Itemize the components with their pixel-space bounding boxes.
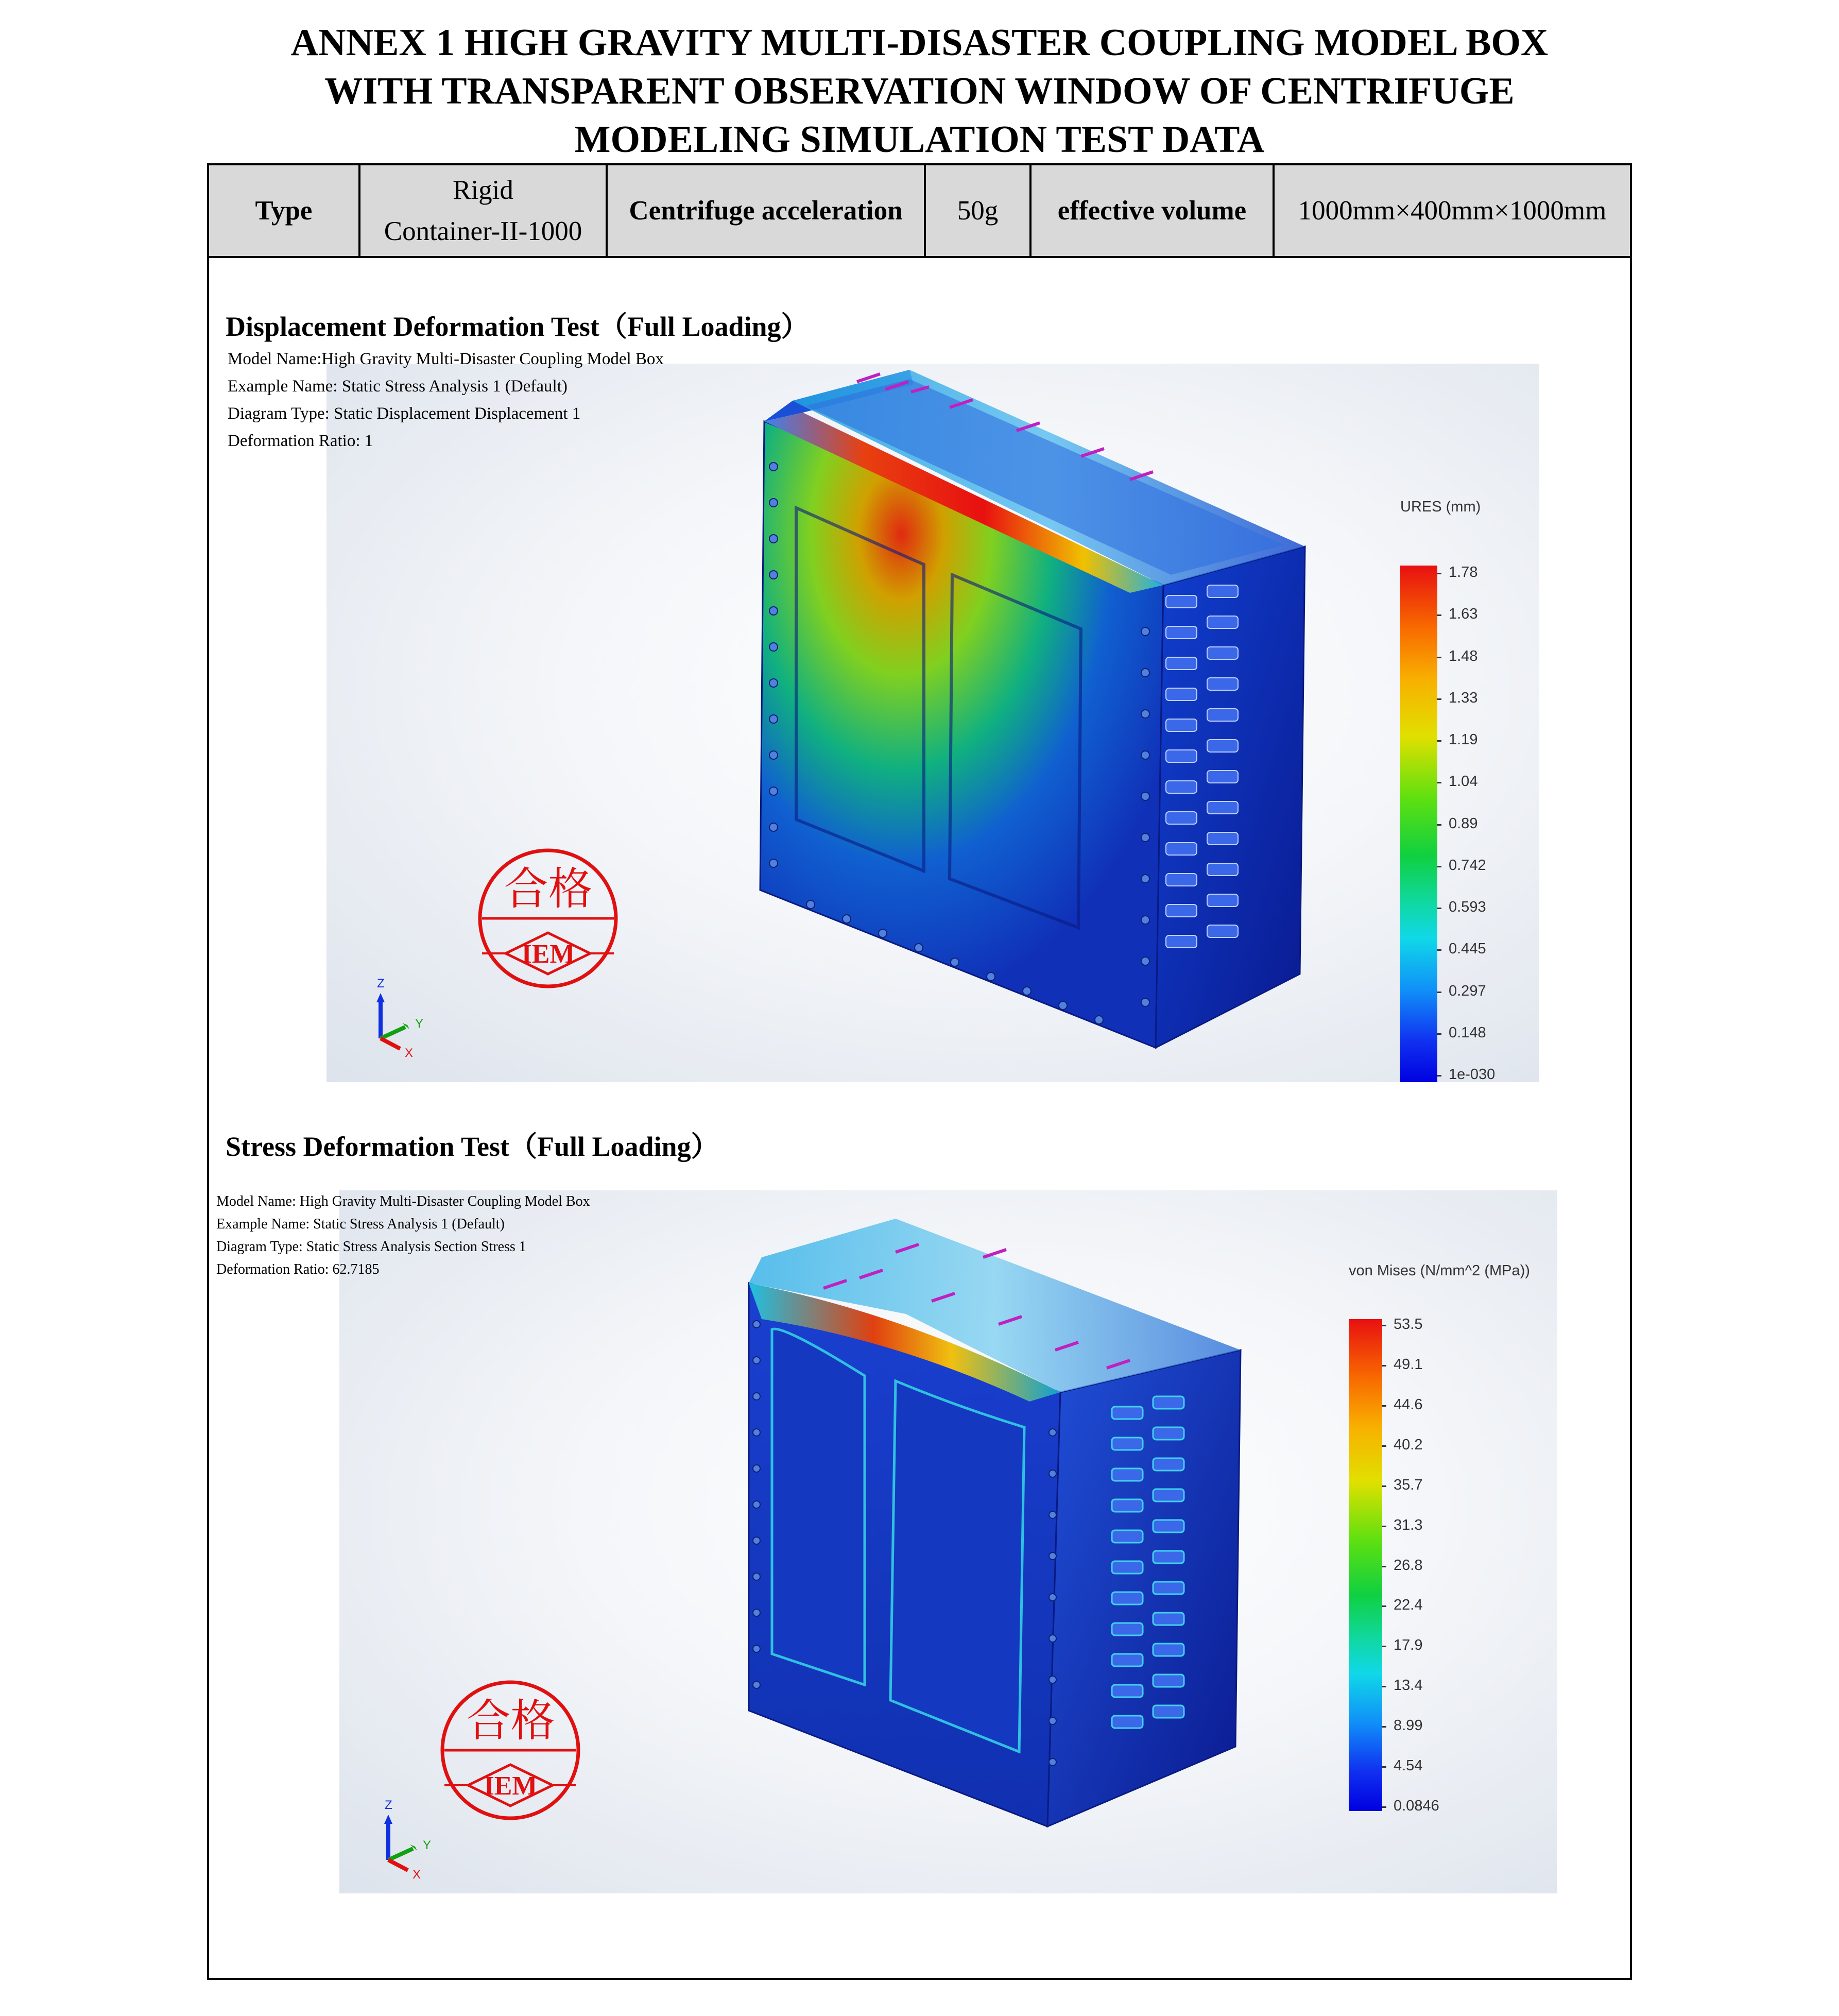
legend-tick [1437, 740, 1441, 742]
axis-z-label: Z [385, 1798, 392, 1812]
legend-value: 1.78 [1449, 564, 1478, 580]
legend-value: 31.3 [1394, 1516, 1423, 1533]
legend-value: 22.4 [1394, 1597, 1423, 1614]
stress-metadata [216, 1190, 590, 1281]
legend-value: 49.1 [1394, 1356, 1423, 1373]
legend-value: 44.6 [1394, 1396, 1423, 1413]
legend-tick [1437, 908, 1441, 909]
axis-z-label: Z [377, 977, 385, 990]
displacement-model-name: Model Name:High Gravity Multi-Disaster Coupling Model Box [228, 350, 664, 368]
displacement-diagram-type: Diagram Type: Static Displacement Displacement 1 [228, 404, 581, 423]
legend-tick [1382, 1646, 1386, 1647]
legend-value: 0.89 [1449, 815, 1478, 832]
legend-tick [1437, 866, 1441, 867]
stamp-code-text: IEM [484, 1771, 538, 1801]
type-label: Type [209, 165, 359, 257]
legend-value: 0.593 [1449, 899, 1486, 915]
stress-heading: Stress Deformation Test（Full Loading） [226, 1131, 719, 1162]
legend-tick [1382, 1766, 1386, 1768]
displacement-viewport [326, 364, 1539, 1082]
type-value [359, 165, 607, 257]
stress-diagram-type: Diagram Type: Static Stress Analysis Section Stress 1 [216, 1239, 526, 1255]
spec-table [209, 165, 1630, 258]
legend-value: 0.0846 [1394, 1798, 1439, 1814]
legend-tick [1382, 1526, 1386, 1527]
legend-tick [1382, 1686, 1386, 1687]
stress-color-bar [1349, 1319, 1382, 1811]
stamp-chinese-text: 合格 [466, 1695, 555, 1747]
legend-value: 40.2 [1394, 1436, 1423, 1453]
legend-value: 1.04 [1449, 773, 1478, 790]
legend-value: 53.5 [1394, 1316, 1423, 1332]
legend-value: 17.9 [1394, 1637, 1423, 1654]
legend-tick [1382, 1806, 1386, 1808]
legend-tick [1437, 614, 1441, 616]
title-line-2: WITH TRANSPARENT OBSERVATION WINDOW OF CENTRIFUGE [324, 70, 1515, 112]
stamp-code-text: IEM [521, 939, 575, 969]
legend-tick [1382, 1445, 1386, 1447]
legend-value: 0.445 [1449, 941, 1486, 958]
axis-x-label: X [413, 1868, 421, 1882]
legend-value: 1.48 [1449, 647, 1478, 664]
acceleration-label: Centrifuge acceleration [607, 165, 925, 257]
displacement-legend-title: URES (mm) [1400, 499, 1481, 515]
stress-model-name: Model Name: High Gravity Multi-Disaster Coupling Model Box [216, 1193, 590, 1209]
stamp-chinese-text: 合格 [504, 863, 593, 915]
stress-legend-title: von Mises (N/mm^2 (MPa)) [1349, 1262, 1530, 1279]
acceleration-value: 50g [925, 165, 1030, 257]
stress-viewport [339, 1190, 1557, 1893]
legend-tick [1437, 573, 1441, 574]
type-value-line-1: Rigid [453, 175, 513, 205]
legend-tick [1382, 1365, 1386, 1366]
axis-y-label: Y [415, 1017, 424, 1031]
title-line-1: ANNEX 1 HIGH GRAVITY MULTI-DISASTER COUPLING MODEL BOX [290, 22, 1549, 64]
volume-label: effective volume [1030, 165, 1274, 257]
legend-value: 1.33 [1449, 689, 1478, 706]
legend-tick [1437, 657, 1441, 658]
legend-value: 0.742 [1449, 857, 1486, 874]
displacement-heading: Displacement Deformation Test（Full Loading） [226, 311, 809, 342]
legend-tick [1437, 782, 1441, 783]
axis-y-label: Y [423, 1838, 432, 1852]
legend-value: 8.99 [1394, 1717, 1423, 1734]
legend-tick [1382, 1566, 1386, 1567]
legend-value: 4.54 [1394, 1757, 1423, 1774]
legend-value: 0.148 [1449, 1024, 1486, 1041]
type-value-line-2: Container-II-1000 [384, 216, 582, 246]
stress-deformation-ratio: Deformation Ratio: 62.7185 [216, 1261, 380, 1277]
legend-tick [1382, 1405, 1386, 1407]
legend-tick [1382, 1485, 1386, 1487]
displacement-metadata [228, 346, 664, 455]
legend-value: 1.19 [1449, 731, 1478, 748]
axis-x-label: X [405, 1046, 414, 1060]
volume-value: 1000mm×400mm×1000mm [1274, 165, 1630, 257]
displacement-deformation-ratio: Deformation Ratio: 1 [228, 432, 373, 450]
legend-value: 13.4 [1394, 1677, 1423, 1694]
title-line-3: MODELING SIMULATION TEST DATA [574, 118, 1265, 161]
legend-tick [1382, 1726, 1386, 1728]
legend-tick [1382, 1605, 1386, 1607]
legend-tick [1382, 1325, 1386, 1326]
content-frame [207, 163, 1632, 1980]
document-title [0, 19, 1839, 164]
legend-value: 1.63 [1449, 606, 1478, 623]
legend-tick [1437, 698, 1441, 700]
displacement-color-bar [1400, 566, 1437, 1082]
legend-tick [1437, 1075, 1441, 1077]
legend-value: 35.7 [1394, 1476, 1423, 1493]
displacement-example-name: Example Name: Static Stress Analysis 1 (Default) [228, 377, 568, 396]
legend-value: 26.8 [1394, 1557, 1423, 1574]
legend-value: 0.297 [1449, 982, 1486, 999]
legend-tick [1437, 824, 1441, 826]
legend-tick [1437, 949, 1441, 951]
legend-value: 1e-030 [1449, 1066, 1496, 1082]
legend-tick [1437, 1033, 1441, 1035]
legend-tick [1437, 992, 1441, 993]
stress-example-name: Example Name: Static Stress Analysis 1 (Default) [216, 1216, 505, 1232]
